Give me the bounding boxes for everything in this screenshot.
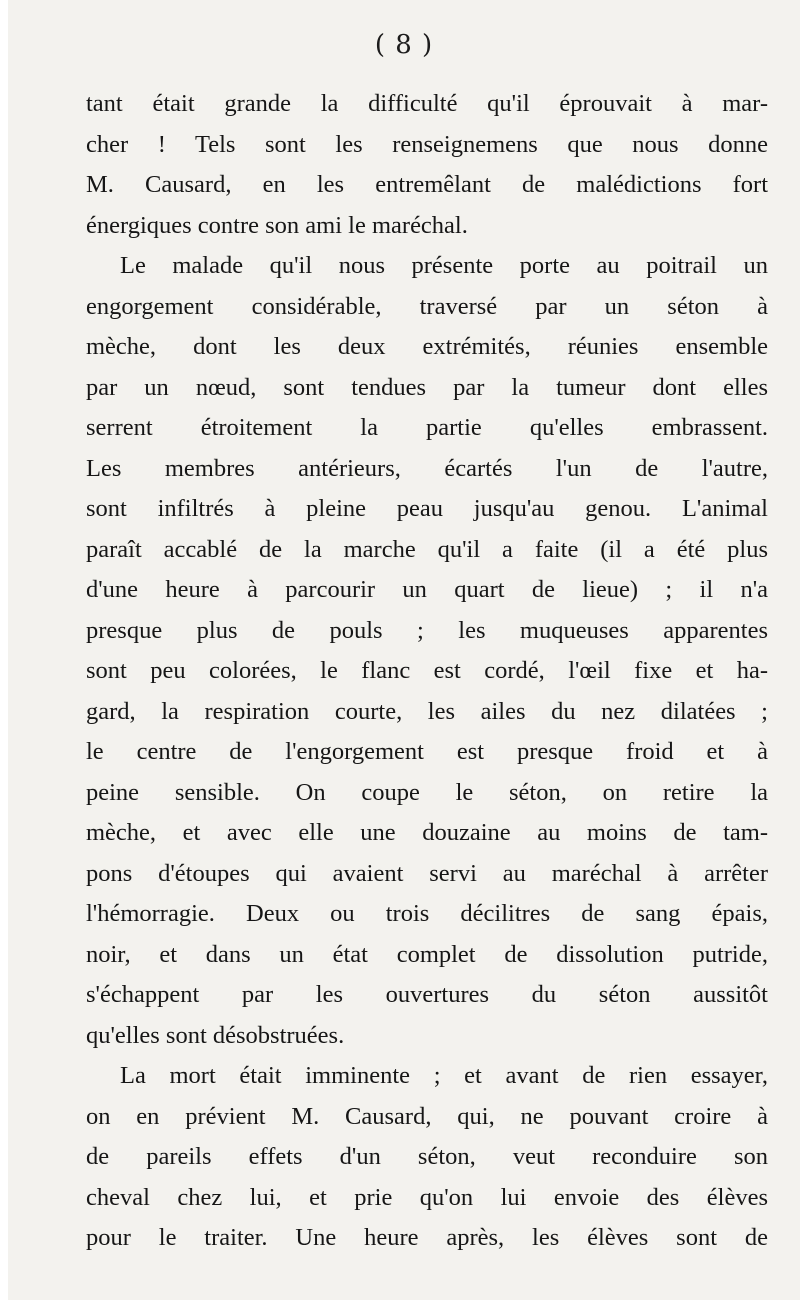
text-line: M. Causard, en les entremêlant de malédictions fort (86, 171, 768, 198)
text-line: pons d'étoupes qui avaient servi au maréchal à arrêter (86, 859, 768, 887)
text-line: pour le traiter. Une heure après, les élèves sont de (86, 1224, 768, 1251)
text-line: d'une heure à parcourir un quart de lieue) ; il n'a (86, 576, 768, 603)
text-line: mèche, dont les deux extrémités, réunies ensemble (86, 333, 768, 360)
text-line: Les membres antérieurs, écartés l'un de l'autre, (86, 454, 768, 482)
text-line: noir, et dans un état complet de dissolution putride, (86, 940, 768, 968)
text-line: tant était grande la difficulté qu'il éprouvait à mar- (86, 90, 768, 117)
text-line: le centre de l'engorgement est presque froid et à (86, 738, 768, 765)
text-line: énergiques contre son ami le maréchal. (86, 211, 468, 239)
text-line: paraît accablé de la marche qu'il a faite (il a été plus (86, 535, 768, 563)
text-line: engorgement considérable, traversé par un séton à (86, 292, 768, 320)
text-line: s'échappent par les ouvertures du séton aussitôt (86, 981, 768, 1008)
text-line: on en prévient M. Causard, qui, ne pouvant croire à (86, 1102, 768, 1130)
text-line: Le malade qu'il nous présente porte au poitrail un (120, 252, 768, 279)
body-text (86, 84, 768, 1259)
text-line: sont infiltrés à pleine peau jusqu'au genou. L'animal (86, 495, 768, 522)
text-line: cheval chez lui, et prie qu'on lui envoie des élèves (86, 1183, 768, 1211)
text-line: presque plus de pouls ; les muqueuses apparentes (86, 616, 768, 644)
text-line: serrent étroitement la partie qu'elles embrassent. (86, 414, 768, 441)
text-line: par un nœud, sont tendues par la tumeur dont elles (86, 373, 768, 401)
text-line: sont peu colorées, le flanc est cordé, l'œil fixe et ha- (86, 657, 768, 684)
page-number: ( 8 ) (374, 30, 434, 60)
text-line: peine sensible. On coupe le séton, on retire la (86, 778, 768, 806)
book-page (8, 0, 800, 1300)
text-line: mèche, et avec elle une douzaine au moins de tam- (86, 819, 768, 846)
text-line: La mort était imminente ; et avant de rien essayer, (120, 1062, 768, 1089)
text-line: de pareils effets d'un séton, veut reconduire son (86, 1143, 768, 1170)
text-line: gard, la respiration courte, les ailes du nez dilatées ; (86, 697, 768, 725)
text-line: l'hémorragie. Deux ou trois décilitres de sang épais, (86, 900, 768, 927)
text-line: cher ! Tels sont les renseignemens que nous donne (86, 130, 768, 158)
text-line: qu'elles sont désobstruées. (86, 1021, 345, 1049)
